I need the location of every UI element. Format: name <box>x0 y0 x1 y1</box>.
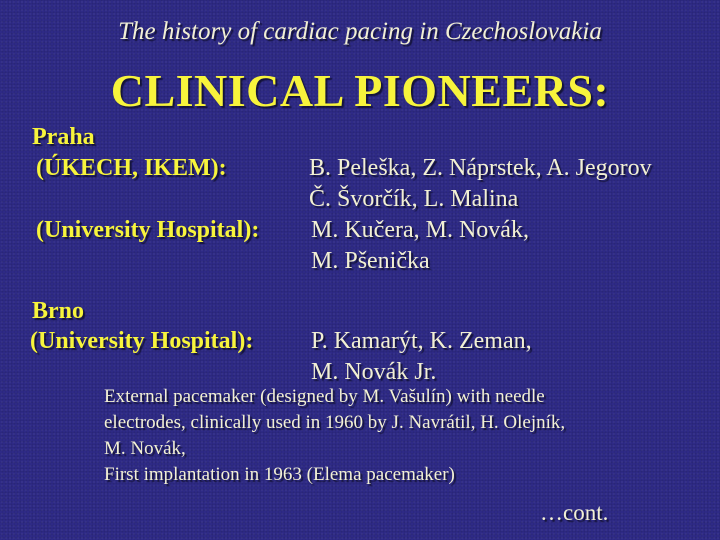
praha-institute-ukech-label: (ÚKECH, IKEM): <box>36 155 227 181</box>
external-pacemaker-note <box>104 384 565 488</box>
praha-ukech-names-line1: B. Peleška, Z. Náprstek, A. Jegorov <box>309 155 652 181</box>
brno-city-label: Brno <box>32 298 85 324</box>
praha-hospital-names-line1: M. Kučera, M. Novák, <box>311 217 529 243</box>
slide-subtitle: The history of cardiac pacing in Czechoslovakia <box>118 18 602 45</box>
praha-hospital-names-line2: M. Pšenička <box>311 248 430 274</box>
praha-ukech-names-line2: Č. Švorčík, L. Malina <box>309 186 519 212</box>
note-line: M. Novák, <box>104 438 186 459</box>
brno-university-hospital-label: (University Hospital): <box>30 328 254 354</box>
slide-title: CLINICAL PIONEERS: <box>110 65 610 116</box>
continued-label: …cont. <box>540 500 609 525</box>
brno-names-line2: M. Novák Jr. <box>311 359 437 385</box>
note-line: First implantation in 1963 (Elema pacemaker) <box>104 464 455 485</box>
brno-names-line1: P. Kamarýt, K. Zeman, <box>311 328 532 354</box>
note-line: External pacemaker (designed by M. Vašulín) with needle <box>104 386 545 407</box>
praha-university-hospital-label: (University Hospital): <box>36 217 260 243</box>
note-line: electrodes, clinically used in 1960 by J. Navrátil, H. Olejník, <box>104 412 566 433</box>
praha-city-label: Praha <box>32 124 95 150</box>
